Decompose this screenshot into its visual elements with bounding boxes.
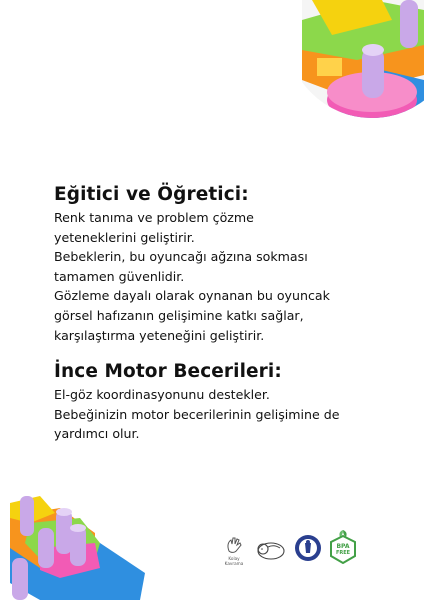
content-area xyxy=(54,182,404,444)
paragraph-line: El-göz koordinasyonunu destekler. xyxy=(54,387,270,403)
bpa-free-badge xyxy=(328,528,358,564)
baby-safe-badge xyxy=(254,538,286,562)
paragraph-line: tamamen güvenlidir. xyxy=(54,268,185,284)
paragraph-line: yardımcı olur. xyxy=(54,426,140,442)
paragraph-line: karşılaştırma yeteneğini geliştirir. xyxy=(54,327,265,343)
product-photo-top xyxy=(302,0,424,118)
paragraph-line: görsel hafızanın gelişimine katkı sağlar, xyxy=(54,307,304,323)
stacking-toy-illustration-bottom xyxy=(0,488,150,600)
safety-seal-icon xyxy=(294,534,322,562)
safety-seal-badge xyxy=(294,534,322,562)
bpa-text: BPA xyxy=(336,543,350,550)
feature-badges xyxy=(222,528,362,570)
product-photo-bottom xyxy=(0,488,150,600)
hand-grip-icon xyxy=(222,534,246,556)
paragraph-line: Bebeklerin, bu oyuncağı ağzına sokması xyxy=(54,249,308,265)
free-text: FREE xyxy=(335,550,351,556)
stacking-toy-illustration-top xyxy=(302,0,424,118)
paragraph-line: Gözleme dayalı olarak oynanan bu oyuncak xyxy=(54,288,330,304)
paragraph-line: Bebeğinizin motor becerilerinin gelişimine de xyxy=(54,406,340,422)
baby-icon xyxy=(254,538,286,562)
section-fine-motor xyxy=(54,359,404,444)
section-heading: İnce Motor Becerileri: xyxy=(54,361,282,383)
easy-grip-label: Kolay Kavrama xyxy=(224,556,244,566)
paragraph-line: Renk tanıma ve problem çözme xyxy=(54,210,254,225)
paragraph-line: yeteneklerini geliştirir. xyxy=(54,229,195,245)
section-educational xyxy=(54,182,404,345)
easy-grip-badge xyxy=(222,534,246,568)
section-heading: Eğitici ve Öğretici: xyxy=(54,184,249,205)
